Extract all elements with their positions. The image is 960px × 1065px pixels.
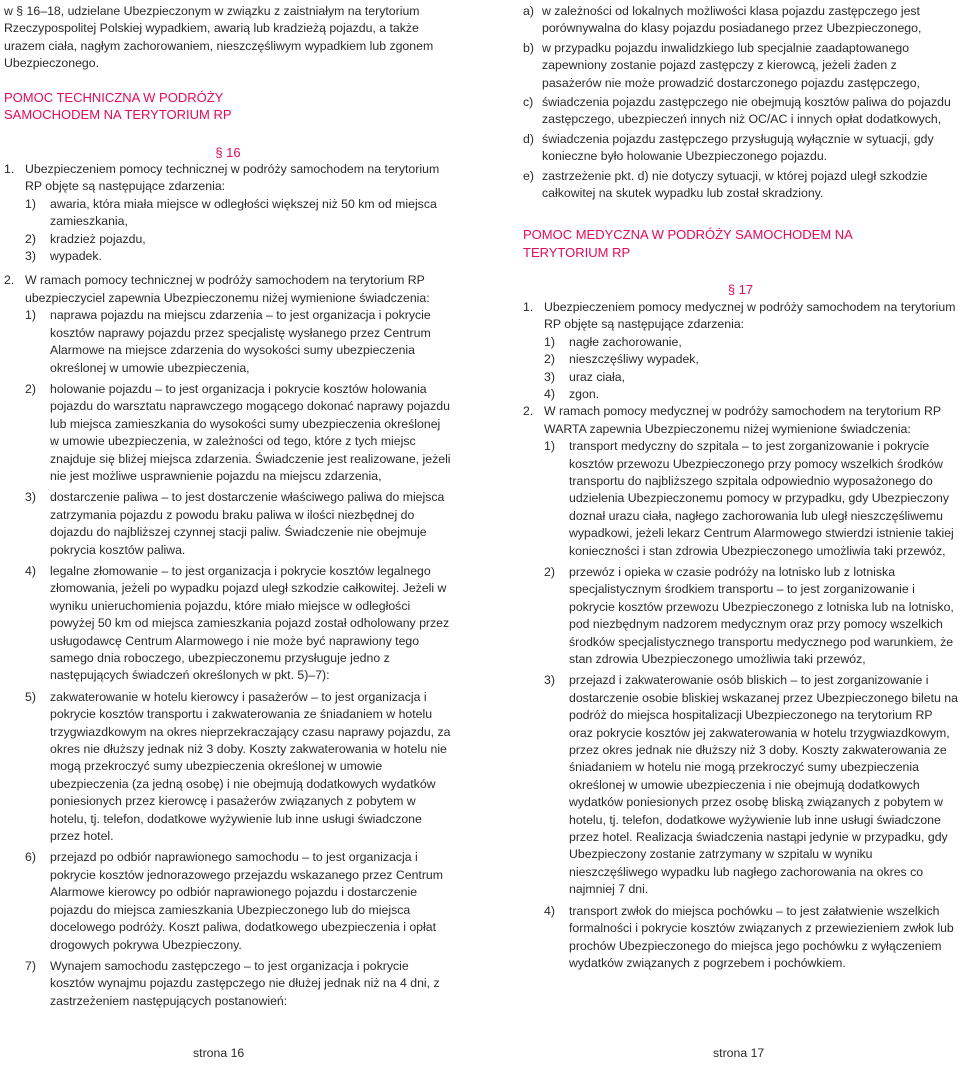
item-text: przewóz i opieka w czasie podróży na lotnisko lub z lotniska specjalistycznym środkiem transportu – to jest zorganizowanie i pokrycie kosztów przewozu Ubezpieczonego z lotniska lub na lotnisko, pod niezbędnym nadzorem medycznym oraz przy pomocy wszelkich środków specjalistycznego transportu medycznego pod warunkiem, że stan zdrowia Ubezpieczonego umożliwia taki przewóz,	[569, 564, 954, 666]
list-item	[25, 248, 452, 265]
section-number-17: § 17	[727, 282, 754, 298]
list-item	[544, 369, 958, 386]
item-number: 4)	[544, 903, 555, 918]
item-number: 1)	[544, 334, 555, 349]
item-text: w zależności od lokalnych możliwości klasa pojazdu zastępczego jest porównywalna do klasy pojazdu posiadanego przez Ubezpieczonego,	[542, 4, 922, 36]
item-text: dostarczenie paliwa – to jest dostarczenie właściwego paliwa do miejsca zatrzymania pojazdu z powodu braku paliwa w ilości niezbędnej do dojazdu do najbliższej czynnej stacji paliw. Świadczenie nie obejmuje pokrycia kosztów paliwa.	[50, 490, 445, 557]
item-text: przejazd i zakwaterowanie osób bliskich – to jest zorganizowanie i dostarczenie osobie bliskiej wskazanej przez Ubezpieczonego biletu na podróż do miejsca hospitalizacji Ubezpieczonego na terytorium RP oraz pokrycie kosztów jej zakwaterowania w hotelu trzygwiazdkowym, przez okres jednak nie dłuższy niż 3 doby. Koszty zakwaterowania ze śniadaniem w hotelu nie mogą przekroczyć sumy ubezpieczenia określonej w umowie ubezpieczenia i nie obejmują dodatkowych wydatków poniesionych przez osobę bliską związanych z pobytem w hotelu, tj. telefon, dodatkowe wyżywienie lub inne usługi świadczone przez hotel. Realizacja świadczenia nastąpi jedynie w przypadku, gdy Ubezpieczony zostanie zatrzymany w szpitalu w wyniku nieszczęśliwego wypadku lub nagłego zachorowania na okres co najmniej 7 dni.	[569, 673, 958, 897]
intro-paragraph: w § 16–18, udzielane Ubezpieczonym w związku z zaistniałym na terytorium Rzeczypospolitej Polskiej wypadkiem, awarią lub kradzieżą pojazdu, a także urazem ciała, nagłym zachorowaniem, nieszczęśliwym wypadkiem lub zgonem Ubezpieczonego.	[4, 4, 434, 71]
item-text: Wynajem samochodu zastępczego – to jest organizacja i pokrycie kosztów wynajmu pojazdu zastępczego nie dłużej jednak niż na 4 dni, z zastrzeżeniem następujących postanowień:	[50, 958, 440, 1008]
item-text: zakwaterowanie w hotelu kierowcy i pasażerów – to jest organizacja i pokrycie kosztów transportu i zakwaterowania ze śniadaniem w hotelu trzygwiazdkowym na okres nieprzekraczający czasu naprawy pojazdu, za okres nie dłuższy jednak niż 3 doby. Koszty zakwaterowania w hotelu nie mogą przekroczyć sumy ubezpieczenia określonej w umowie ubezpieczenia (za jedną osobę) i nie obejmują dodatkowych wydatków poniesionych przez kierowcę i pasażerów związanych z pobytem w hotelu, tj. telefon, dodatkowe wyżywienie lub inne usługi świadczone przez hotel.	[50, 689, 451, 844]
list-item	[544, 334, 958, 351]
list-item	[544, 564, 958, 668]
item-text: uraz ciała,	[569, 369, 626, 384]
right-column	[523, 3, 958, 972]
item-number: 4)	[25, 563, 36, 578]
list-item	[25, 196, 452, 231]
item-number: 1)	[25, 196, 36, 211]
point-text: W ramach pomocy technicznej w podróży samochodem na terytorium RP ubezpieczyciel zapewnia Ubezpieczonemu niżej wymienione świadczenia:	[25, 273, 430, 305]
list-item	[25, 381, 452, 485]
item-text: awaria, która miała miejsce w odległości większej niż 50 km od miejsca zamieszkania,	[50, 196, 437, 229]
item-number: e)	[523, 168, 534, 183]
item-number: 3)	[25, 490, 36, 505]
list-item	[25, 307, 452, 377]
benefit-list	[4, 307, 452, 1010]
event-list	[4, 196, 452, 266]
item-number: 7)	[25, 958, 36, 973]
list-item	[544, 672, 958, 898]
list-item	[544, 386, 958, 403]
list-item	[523, 40, 958, 92]
item-text: kradzież pojazdu,	[50, 231, 146, 246]
point-number: 1.	[523, 299, 534, 314]
list-item	[544, 351, 958, 368]
point-text: W ramach pomocy medycznej w podróży samochodem na terytorium RP WARTA zapewnia Ubezpieczonemu niżej wymienione świadczenia:	[544, 404, 941, 436]
list-item	[25, 689, 452, 846]
item-text: świadczenia pojazdu zastępczego nie obejmują kosztów paliwa do pojazdu zastępczego, ubezpieczeń innych niż OC/AC i innych opłat dodatkowych,	[542, 95, 951, 127]
list-item	[25, 489, 452, 559]
point-2	[523, 403, 958, 438]
point-number: 1.	[4, 162, 15, 177]
item-number: 4)	[544, 386, 555, 401]
item-text: legalne złomowanie – to jest organizacja i pokrycie kosztów legalnego złomowania, jeżeli po wypadku pojazd uległ szkodzie całkowitej. Jeżeli w wyniku unieruchomienia pojazdu, które miało miejsce w odległości powyżej 50 km od miejsca zamieszkania pojazd został odholowany przez usługodawcę Centrum Alarmowego i nie może być naprawiony tego samego dnia roboczego, ubezpieczonemu przysługuje jedno z następujących świadczeń określonych w pkt. 5)–7):	[50, 563, 450, 683]
conditions-list	[523, 3, 958, 202]
item-text: transport medyczny do szpitala – to jest zorganizowanie i pokrycie kosztów przewozu Ubezpieczonego przy pomocy wszelkich środków transportu do najbliższego szpitala odpowiednio wyposażonego do udzielenia Ubezpieczonemu pomocy w przypadku, gdy Ubezpieczony doznał urazu ciała, nagłego zachorowania lub uległ nieszczęśliwemu wypadkowi, jeżeli lekarz Centrum Alarmowego stwierdzi istnienie takiej konieczności i stan zdrowia Ubezpieczonego umożliwia taki przewóz,	[569, 439, 954, 558]
item-number: b)	[523, 40, 534, 55]
item-text: naprawa pojazdu na miejscu zdarzenia – to jest organizacja i pokrycie kosztów naprawy pojazdu przez specjalistę wysłanego przez Centrum Alarmowe na miejsce zdarzenia do wysokości sumy ubezpieczenia określonej w umowie ubezpieczenia,	[50, 308, 431, 375]
item-number: 3)	[544, 673, 555, 688]
item-number: 3)	[25, 249, 36, 264]
list-item	[25, 231, 452, 248]
page-number-left: strona 16	[193, 1046, 245, 1060]
left-column	[4, 3, 452, 1010]
section-heading-technical: POMOC TECHNICZNA W PODRÓŻY SAMOCHODEM NA TERYTORIUM RP	[4, 89, 232, 123]
item-number: 1)	[25, 308, 36, 323]
item-number: 2)	[25, 231, 36, 246]
item-text: wypadek.	[50, 249, 102, 264]
point-1	[4, 161, 452, 196]
item-number: 2)	[25, 381, 36, 396]
point-2	[4, 272, 452, 307]
item-number: c)	[523, 95, 534, 110]
item-text: transport zwłok do miejsca pochówku – to jest załatwienie wszelkich formalności i pokrycie kosztów związanych z przewiezieniem zwłok lub prochów Ubezpieczonego do miejsca jego pochówku z wyłączeniem wydatków związanych z pogrzebem i pochówkiem.	[569, 903, 954, 970]
list-item	[25, 958, 452, 1010]
item-number: a)	[523, 4, 534, 18]
item-number: 2)	[544, 564, 555, 579]
section-heading-medical: POMOC MEDYCZNA W PODRÓŻY SAMOCHODEM NA TERYTORIUM RP	[523, 227, 853, 260]
list-item	[25, 849, 452, 953]
item-number: 3)	[544, 369, 555, 384]
item-text: świadczenia pojazdu zastępczego przysługują wyłącznie w sytuacji, gdy konieczne było holowanie Ubezpieczonego pojazdu.	[542, 131, 934, 164]
item-number: 1)	[544, 439, 555, 454]
item-number: d)	[523, 131, 534, 146]
item-text: w przypadku pojazdu inwalidzkiego lub specjalnie zaadaptowanego zapewniony zostanie pojazd zastępczy z kierowcą, jeżeli żaden z pasażerów nie może prowadzić dostarczonego pojazdu zastępczego,	[542, 40, 921, 90]
list-item	[523, 168, 958, 203]
page-number-right: strona 17	[713, 1046, 765, 1060]
list-item	[544, 438, 958, 560]
item-text: nieszczęśliwy wypadek,	[569, 352, 699, 367]
point-text: Ubezpieczeniem pomocy medycznej w podróży samochodem na terytorium RP objęte są następujące zdarzenia:	[544, 299, 956, 332]
point-1	[523, 299, 958, 334]
item-text: zastrzeżenie pkt. d) nie dotyczy sytuacji, w której pojazd uległ szkodzie całkowitej na skutek wypadku lub został skradziony.	[542, 168, 928, 201]
list-item	[523, 3, 958, 38]
item-number: 5)	[25, 689, 36, 704]
list-item	[523, 131, 958, 166]
benefit-list	[523, 438, 958, 972]
point-number: 2.	[4, 273, 15, 288]
item-text: zgon.	[569, 386, 600, 401]
item-text: nagłe zachorowanie,	[569, 334, 682, 349]
list-item	[544, 903, 958, 973]
item-number: 2)	[544, 352, 555, 367]
section-number-16: § 16	[215, 144, 241, 160]
point-number: 2.	[523, 404, 534, 419]
list-item	[25, 563, 452, 685]
list-item	[523, 94, 958, 129]
point-text: Ubezpieczeniem pomocy technicznej w podróży samochodem na terytorium RP objęte są następujące zdarzenia:	[25, 162, 440, 194]
item-number: 6)	[25, 850, 36, 865]
event-list	[523, 334, 958, 404]
item-text: przejazd po odbiór naprawionego samochodu – to jest organizacja i pokrycie kosztów jednorazowego przejazdu wskazanego przez Centrum Alarmowe kierowcy po odbiór naprawionego pojazdu i dostarczenie pojazdu do miejsca zamieszkania Ubezpieczonego lub do miejsca docelowego podróży. Koszt paliwa, dodatkowego ubezpieczenia i opłat drogowych pokrywa Ubezpieczony.	[50, 850, 444, 952]
item-text: holowanie pojazdu – to jest organizacja i pokrycie kosztów holowania pojazdu do warsztatu naprawczego mogącego dokonać naprawy pojazdu lub miejsca zamieszkania do wysokości sumy ubezpieczenia określonej w umowie ubezpieczenia, w zależności od tego, które z tych miejsc znajduje się bliżej miejsca zdarzenia. Świadczenie jest realizowane, jeżeli nie jest możliwe usprawnienie pojazdu na miejscu zdarzenia,	[50, 381, 451, 483]
